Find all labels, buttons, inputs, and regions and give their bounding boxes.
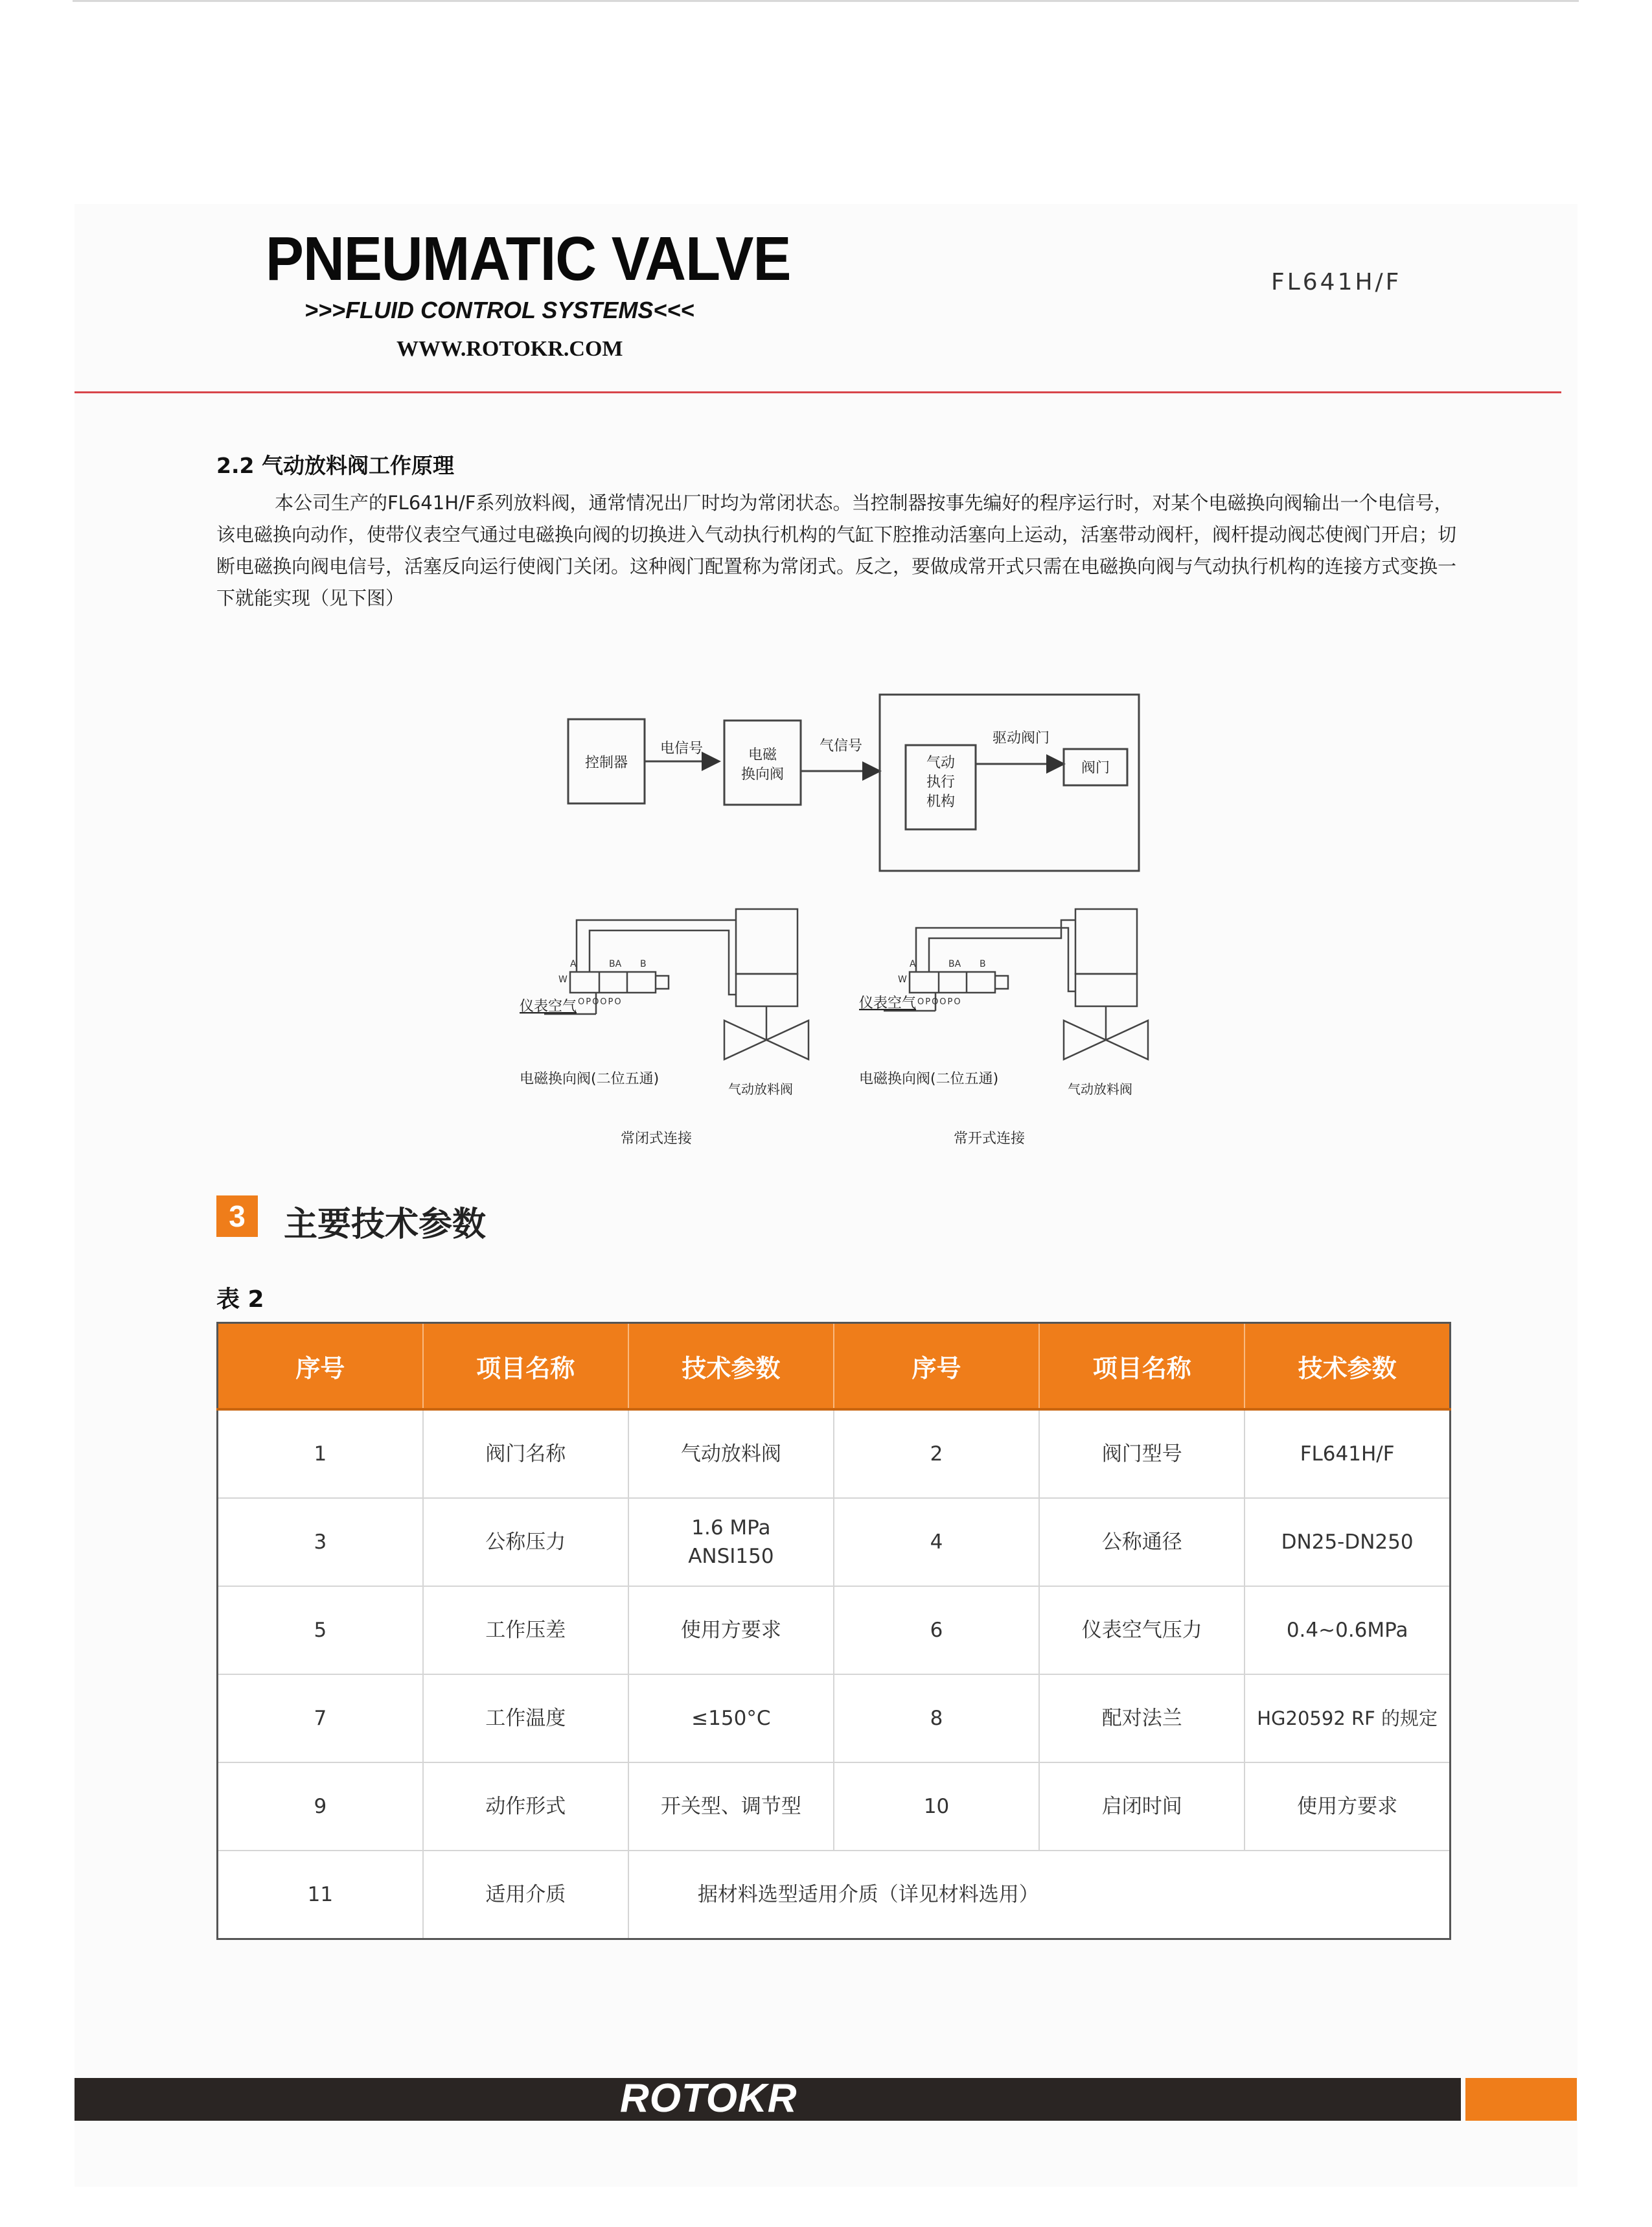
table-cell: 7 <box>218 1674 423 1762</box>
solenoid-spool <box>570 972 656 993</box>
solenoid-label-line1: 电磁 <box>748 747 777 763</box>
table-row <box>218 1498 1451 1586</box>
table-cell: 适用介质 <box>423 1851 628 1939</box>
table-label: 表 2 <box>216 1286 264 1313</box>
instrument-air-label-left: 仪表空气 <box>520 998 577 1015</box>
table-cell: 配对法兰 <box>1039 1674 1245 1762</box>
solenoid-label-line2: 换向阀 <box>740 767 785 783</box>
header-cell: 项目名称 <box>1039 1323 1245 1410</box>
table-cell: 工作温度 <box>423 1674 628 1762</box>
solenoid-label-left: 电磁换向阀(二位五通) <box>520 1071 660 1087</box>
actuator-group-box <box>880 695 1139 871</box>
table-cell: 启闭时间 <box>1039 1762 1245 1851</box>
table-cell: 仪表空气压力 <box>1039 1586 1245 1674</box>
solenoid-coil <box>995 976 1008 989</box>
port-b-label: B <box>980 959 986 969</box>
technical-parameters-table <box>216 1322 1451 1940</box>
table-cell: FL641H/F <box>1245 1409 1450 1498</box>
controller-label: 控制器 <box>584 755 628 771</box>
table-cell: 公称通径 <box>1039 1498 1245 1586</box>
working-principle-paragraph: 本公司生产的FL641H/F系列放料阀，通常情况出厂时均为常闭状态。当控制器按事先编好的程序运行时，对某个电磁换向阀输出一个电信号，该电磁换向动作，使带仪表空气通过电磁换向阀的切换进入气动执行机构的气缸下腔推动活塞向上运动，活塞带动阀杆，阀杆提动阀芯使阀门开启；切断电磁换向阀电信号，活塞反向运行使阀门关闭。这种阀门配置称为常闭式。反之，要做成常开式只需在电磁换向阀与气动执行机构的连接方式变换一下就能实现（见下图） <box>216 492 1457 609</box>
header-cell: 技术参数 <box>628 1323 834 1410</box>
table-cell: 4 <box>834 1498 1039 1586</box>
solenoid-spool <box>910 972 995 993</box>
table-cell: 10 <box>834 1762 1039 1851</box>
footer-logo: ROTOKR <box>620 2076 797 2121</box>
table-cell: 8 <box>834 1674 1039 1762</box>
section-2-2-heading: 2.2 气动放料阀工作原理 <box>216 453 454 478</box>
table-cell: 使用方要求 <box>1245 1762 1450 1851</box>
port-a-label: A <box>910 959 916 969</box>
table-cell: 动作形式 <box>423 1762 628 1851</box>
brand-title: PNEUMATIC VALVE <box>266 224 791 294</box>
table-cell: 阀门型号 <box>1039 1409 1245 1498</box>
electric-signal-label: 电信号 <box>660 741 704 757</box>
table-cell: 气动放料阀 <box>628 1409 834 1498</box>
table-cell: 使用方要求 <box>628 1586 834 1674</box>
section-3-title: 主要技术参数 <box>284 1205 487 1244</box>
solenoid-label-right: 电磁换向阀(二位五通) <box>859 1071 999 1087</box>
discharge-valve-label-left: 气动放料阀 <box>728 1081 793 1097</box>
table-cell: DN25-DN250 <box>1245 1498 1450 1586</box>
port-w-label: W <box>898 975 907 985</box>
table-cell: 阀门名称 <box>423 1409 628 1498</box>
table-cell: 1 <box>218 1409 423 1498</box>
table-header-row <box>218 1323 1451 1410</box>
port-ba-label: BA <box>609 959 622 969</box>
instrument-air-label-right: 仪表空气 <box>859 995 917 1011</box>
header-cell: 序号 <box>218 1323 423 1410</box>
air-signal-label: 气信号 <box>819 738 863 754</box>
table-cell: 开关型、调节型 <box>628 1762 834 1851</box>
normally-open-caption: 常开式连接 <box>953 1131 1026 1147</box>
drive-valve-label: 驱动阀门 <box>992 730 1050 746</box>
port-letters-label: OPOOPO <box>578 997 623 1007</box>
header-rule <box>75 391 1561 393</box>
section-number-badge: 3 <box>216 1195 258 1237</box>
normally-open-schematic <box>884 909 1148 1059</box>
port-letters-label: OPOOPO <box>917 997 962 1007</box>
brand-url: WWW.ROTOKR.COM <box>396 337 623 361</box>
table-row <box>218 1586 1451 1674</box>
table-cell: ≤150°C <box>628 1674 834 1762</box>
working-principle-diagram <box>505 687 1186 1166</box>
table-cell: 5 <box>218 1586 423 1674</box>
air-line-outer <box>577 920 736 972</box>
port-a-label: A <box>570 959 577 969</box>
normally-closed-schematic <box>544 909 809 1059</box>
table-cell: HG20592 RF 的规定 <box>1245 1674 1450 1762</box>
header-model-number: FL641H/F <box>1271 269 1402 295</box>
port-b-label: B <box>640 959 647 969</box>
brand-tagline: >>>FLUID CONTROL SYSTEMS<<< <box>304 297 694 323</box>
actuator-label-line1: 气动 <box>926 755 956 771</box>
actuator-label-line2: 执行 <box>926 774 956 790</box>
header-cell: 序号 <box>834 1323 1039 1410</box>
normally-closed-caption: 常闭式连接 <box>620 1131 693 1147</box>
header-cell: 技术参数 <box>1245 1323 1450 1410</box>
table-row <box>218 1409 1451 1498</box>
port-ba-label: BA <box>948 959 961 969</box>
footer-accent-block <box>1465 2078 1577 2121</box>
table-row <box>218 1851 1451 1939</box>
table-cell-merged: 据材料选型适用介质（详见材料选用） <box>628 1851 1451 1939</box>
actuator-cylinder-lower <box>736 974 797 1006</box>
table-cell: 6 <box>834 1586 1039 1674</box>
discharge-valve-label-right: 气动放料阀 <box>1068 1081 1132 1097</box>
table-cell: 工作压差 <box>423 1586 628 1674</box>
table-cell: 0.4~0.6MPa <box>1245 1586 1450 1674</box>
table-cell: 1.6 MPa ANSI150 <box>628 1498 834 1586</box>
solenoid-coil <box>656 976 669 989</box>
working-principle-text <box>216 487 1459 614</box>
table-cell: 3 <box>218 1498 423 1586</box>
table-cell: 11 <box>218 1851 423 1939</box>
header-cell: 项目名称 <box>423 1323 628 1410</box>
actuator-cylinder <box>736 909 797 974</box>
top-rule <box>73 0 1579 2</box>
actuator-cylinder <box>1075 909 1137 974</box>
table-cell: 公称压力 <box>423 1498 628 1586</box>
valve-label: 阀门 <box>1081 760 1110 776</box>
table-cell: 2 <box>834 1409 1039 1498</box>
actuator-label-line3: 机构 <box>926 794 956 810</box>
table-cell: 9 <box>218 1762 423 1851</box>
port-w-label: W <box>558 975 568 985</box>
table-row <box>218 1762 1451 1851</box>
actuator-cylinder-lower <box>1075 974 1137 1006</box>
table-row <box>218 1674 1451 1762</box>
